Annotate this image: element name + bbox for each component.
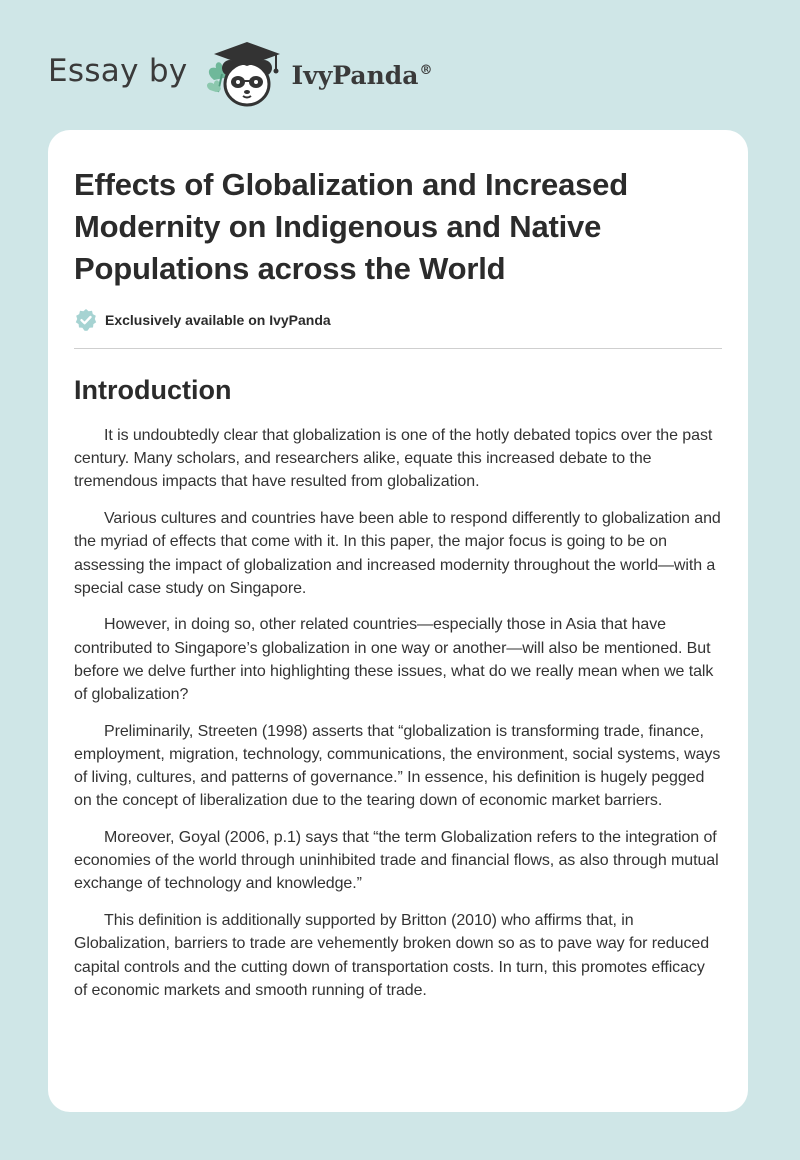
- exclusive-badge: [74, 307, 722, 333]
- paragraph: Moreover, Goyal (2006, p.1) says that “the term Globalization refers to the integration of economies of the world through uninhibited trade and financial flows, as also through mutual exchange of technology and knowledge.”: [74, 829, 719, 893]
- section-heading-introduction: Introduction: [74, 375, 232, 405]
- title-divider: [74, 348, 722, 349]
- paragraph: Various cultures and countries have been able to respond differently to globalization and the myriad of effects that come with it. In this paper, the major focus is going to be on assessing the impact of globalization and increased modernity throughout the world—with a special case study on Singapore.: [74, 510, 721, 597]
- brand-name[interactable]: IvyPanda®: [291, 60, 433, 90]
- article-card: [48, 130, 748, 1112]
- registered-mark: ®: [419, 63, 433, 79]
- article-title: Effects of Globalization and Increased Modernity on Indigenous and Native Populations across the World: [74, 167, 628, 286]
- paragraph: However, in doing so, other related countries—especially those in Asia that have contributed to Singapore’s globalization in one way or another—will also be mentioned. But before we delve further into highlighting these issues, what do we really mean when we talk of globalization?: [74, 616, 714, 704]
- paragraph: Preliminarily, Streeten (1998) asserts that “globalization is transforming trade, finance, employment, migration, technology, communications, the environment, social systems, ways of living, cultures, and patterns of governance.” In essence, his definition is hugely pegged on the concept of liberalization due to the tearing down of economic market barriers.: [74, 722, 721, 810]
- paragraph: It is undoubtedly clear that globalization is one of the hotly debated topics over the past century. Many scholars, and researchers alike, equate this increased debate to the tremendous impacts that have resulted from globalization.: [74, 427, 713, 491]
- panda-logo-icon[interactable]: [202, 36, 288, 112]
- site-header: [48, 36, 432, 112]
- essay-by-label: Essay by: [48, 53, 188, 89]
- check-badge-icon: [74, 308, 98, 332]
- paragraph: This definition is additionally supported by Britton (2010) who affirms that, in Globalization, barriers to trade are vehemently broken down so as to pave way for reduced capital controls and the cutting down of transportation costs. In turn, this promotes efficacy of economic markets and smooth running of trade.: [74, 912, 710, 999]
- exclusive-label: Exclusively available on IvyPanda: [105, 312, 331, 328]
- article-body: [74, 424, 722, 1002]
